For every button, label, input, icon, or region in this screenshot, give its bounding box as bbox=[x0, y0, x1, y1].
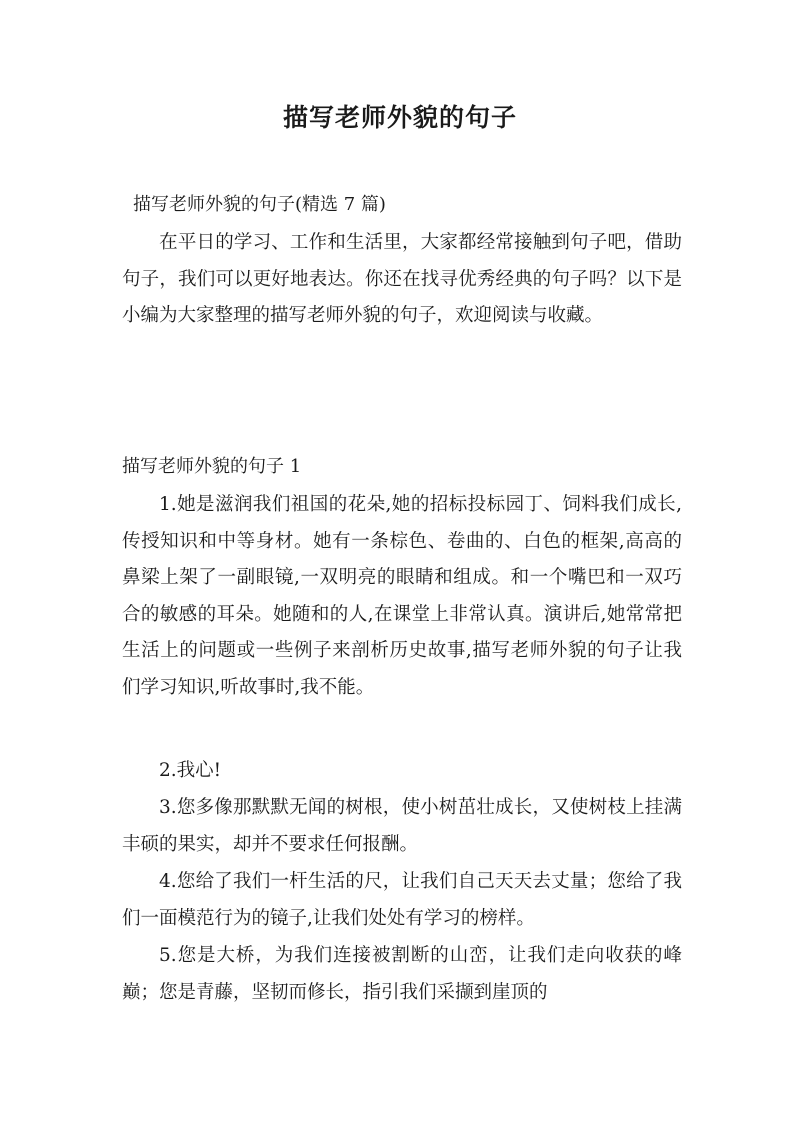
section-heading: 描写老师外貌的句子 1 bbox=[122, 456, 302, 477]
list-item bbox=[122, 938, 682, 1011]
intro-text: 在平日的学习、工作和生活里，大家都经常接触到句子吧，借助句子，我们可以更好地表达。你还在找寻优秀经典的句子吗？以下是小编为大家整理的描写老师外貌的句子，欢迎阅读与收藏。 bbox=[122, 232, 682, 326]
list-item bbox=[122, 790, 682, 863]
list-item bbox=[122, 864, 682, 937]
list-item-text: 2.我心! bbox=[159, 760, 222, 781]
intro-paragraph bbox=[122, 225, 682, 335]
list-item bbox=[122, 487, 682, 706]
document-title: 描写老师外貌的句子 bbox=[282, 103, 517, 132]
document-subtitle: 描写老师外貌的句子(精选 7 篇) bbox=[133, 194, 386, 215]
list-item-text: 5.您是大桥，为我们连接被割断的山峦，让我们走向收获的峰巅；您是青藤，坚韧而修长，指引我们采撷到崖顶的 bbox=[122, 945, 682, 1003]
list-item-text: 4.您给了我们一杆生活的尺，让我们自己天天去丈量；您给了我们一面模范行为的镜子,让我们处处有学习的榜样。 bbox=[122, 871, 682, 929]
list-item bbox=[122, 753, 682, 790]
list-item-text: 3.您多像那默默无闻的树根，使小树茁壮成长，又使树枝上挂满丰硕的果实，却并不要求任何报酬。 bbox=[122, 797, 682, 855]
list-item-text: 1.她是滋润我们祖国的花朵,她的招标投标园丁、饲料我们成长,传授知识和中等身材。她有一条棕色、卷曲的、白色的框架,高高的鼻梁上架了一副眼镜,一双明亮的眼睛和组成。和一个嘴巴和一双巧合的敏感的耳朵。她随和的人,在课堂上非常认真。演讲后,她常常把生活上的问题或一些例子来剖析历史故事,描写老师外貌的句子让我们学习知识,听故事时,我不能。 bbox=[122, 494, 682, 698]
